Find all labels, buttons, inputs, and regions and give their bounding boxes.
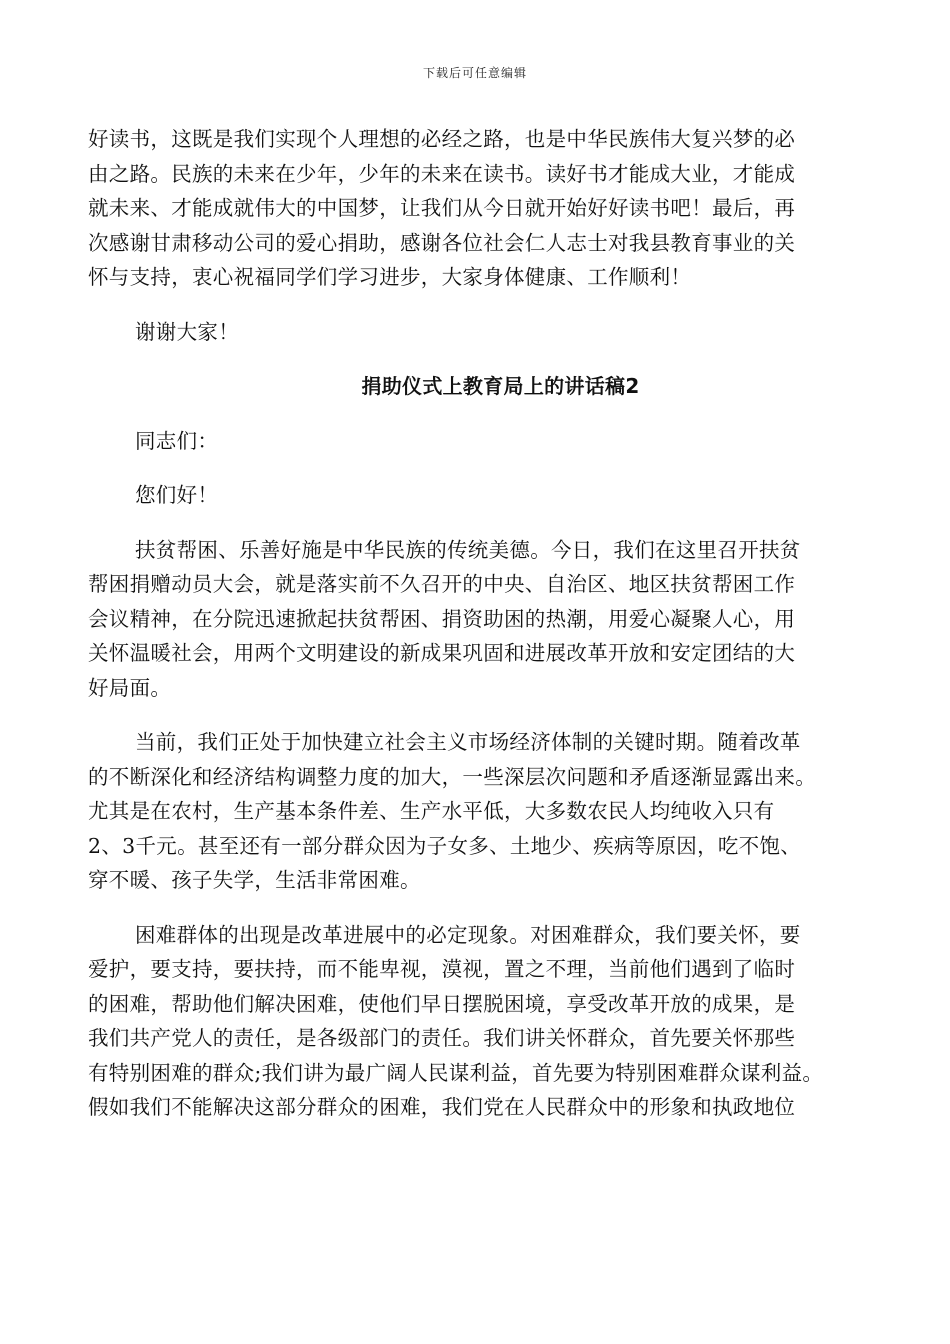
greeting-line: 您们好！ bbox=[135, 483, 219, 507]
text-line: 爱护，要支持，要扶持，而不能卑视，漠视，置之不理，当前他们遇到了临时 bbox=[88, 957, 796, 981]
text-line: 由之路。民族的未来在少年，少年的未来在读书。读好书才能成大业，才能成 bbox=[88, 161, 796, 186]
thanks-line: 谢谢大家！ bbox=[135, 319, 239, 344]
text-line: 穿不暖、孩子失学，生活非常困难。 bbox=[88, 868, 421, 892]
text-line: 好局面。 bbox=[88, 675, 172, 700]
text-line: 好读书，这既是我们实现个人理想的必经之路，也是中华民族伟大复兴梦的必 bbox=[88, 127, 796, 151]
text-line: 次感谢甘肃移动公司的爱心捐助，感谢各位社会仁人志士对我县教育事业的关 bbox=[88, 230, 796, 255]
text-line: 我们共产党人的责任，是各级部门的责任。我们讲关怀群众，首先要关怀那些 bbox=[88, 1026, 796, 1050]
greeting-line: 同志们： bbox=[135, 428, 219, 453]
paragraph-poverty-relief bbox=[88, 533, 868, 706]
paragraph-current-situation bbox=[88, 725, 868, 898]
text-line: 2、3千元。甚至还有一部分群众因为子女多、土地少、疾病等原因，吃不饱、 bbox=[88, 833, 802, 858]
page-header: 下载后可任意编辑 bbox=[422, 66, 527, 80]
text-line: 有特别困难的群众;我们讲为最广阔人民谋利益，首先要为特别困难群众谋利益。 bbox=[88, 1060, 824, 1085]
text-line: 当前，我们正处于加快建立社会主义市场经济体制的关键时期。随着改革 bbox=[135, 730, 801, 754]
text-line: 帮困捐赠动员大会，就是落实前不久召开的中央、自治区、地区扶贫帮困工作 bbox=[88, 572, 796, 596]
paragraph-closing bbox=[88, 122, 868, 295]
text-line: 假如我们不能解决这部分群众的困难，我们党在人民群众中的形象和执政地位 bbox=[88, 1095, 796, 1119]
text-line: 就未来、才能成就伟大的中国梦，让我们从今日就开始好好读书吧！最后，再 bbox=[88, 196, 796, 220]
document-body bbox=[88, 122, 868, 1125]
text-line: 的困难，帮助他们解决困难，使他们早日摆脱困境，享受改革开放的成果，是 bbox=[88, 991, 796, 1016]
section-title: 捐助仪式上教育局上的讲话稿2 bbox=[361, 374, 640, 398]
text-line: 困难群体的出现是改革进展中的必定现象。对困难群众，我们要关怀，要 bbox=[135, 922, 801, 947]
text-line: 会议精神，在分院迅速掀起扶贫帮困、捐资助困的热潮，用爱心凝聚人心，用 bbox=[88, 606, 796, 631]
text-line: 关怀温暖社会，用两个文明建设的新成果巩固和进展改革开放和安定团结的大 bbox=[88, 641, 796, 665]
text-line: 怀与支持，衷心祝福同学们学习进步，大家身体健康、工作顺利！ bbox=[88, 265, 692, 289]
text-line: 尤其是在农村，生产基本条件差、生产水平低，大多数农民人均纯收入只有 bbox=[88, 799, 775, 823]
paragraph-difficult-groups bbox=[88, 918, 868, 1125]
text-line: 的不断深化和经济结构调整力度的加大，一些深层次问题和矛盾逐渐显露出来。 bbox=[88, 764, 816, 789]
text-line: 扶贫帮困、乐善好施是中华民族的传统美德。今日，我们在这里召开扶贫 bbox=[135, 537, 801, 562]
